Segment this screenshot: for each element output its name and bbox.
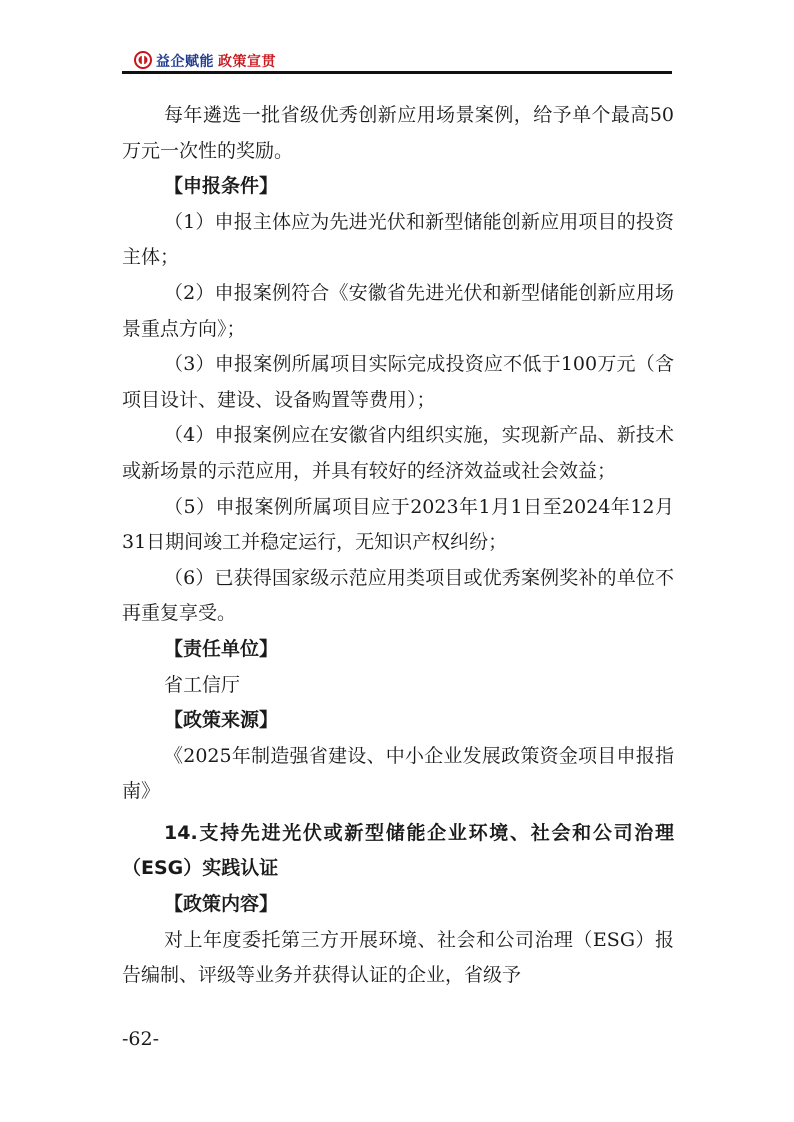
- policy-source-heading: 【政策来源】: [164, 709, 279, 732]
- condition-6: （6）已获得国家级示范应用类项目或优秀案例奖补的单位不再重复享受。: [122, 566, 674, 625]
- brand-slogan: 政策宣贯: [218, 54, 276, 70]
- conditions-heading: 【申报条件】: [164, 175, 279, 198]
- policy-content: 对上年度委托第三方开展环境、社会和公司治理（ESG）报告编制、评级等业务并获得认证的企业，省级予: [122, 928, 674, 987]
- condition-3: （3）申报案例所属项目实际完成投资应不低于100万元（含项目设计、建设、设备购置等费用）；: [122, 353, 674, 411]
- condition-2: （2）申报案例符合《安徽省先进光伏和新型储能创新应用场景重点方向》；: [122, 281, 674, 340]
- header-brand: [156, 51, 276, 71]
- condition-4: （4）申报案例应在安徽省内组织实施，实现新产品、新技术或新场景的示范应用，并具有较好的经济效益或社会效益；: [122, 424, 674, 482]
- document-body: [122, 98, 674, 994]
- page-number: -62-: [122, 1028, 160, 1050]
- circle-logo-icon: [134, 51, 152, 69]
- policy-content-heading: 【政策内容】: [164, 893, 279, 916]
- brand-name: 益企赋能: [156, 54, 214, 70]
- responsible-unit: 省工信厅: [164, 673, 241, 696]
- page-header: [122, 49, 672, 75]
- header-rule: [122, 71, 672, 74]
- section-title: 14.支持先进光伏或新型储能企业环境、社会和公司治理（ESG）实践认证: [122, 821, 674, 880]
- policy-source: 《2025年制造强省建设、中小企业发展政策资金项目申报指南》: [122, 744, 674, 803]
- condition-1: （1）申报主体应为先进光伏和新型储能创新应用项目的投资主体；: [122, 210, 674, 269]
- responsible-unit-heading: 【责任单位】: [164, 637, 279, 660]
- condition-5: （5）申报案例所属项目应于2023年1月1日至2024年12月31日期间竣工并稳定运行，无知识产权纠纷；: [122, 495, 674, 554]
- intro-paragraph: 每年遴选一批省级优秀创新应用场景案例，给予单个最高50万元一次性的奖励。: [122, 104, 674, 162]
